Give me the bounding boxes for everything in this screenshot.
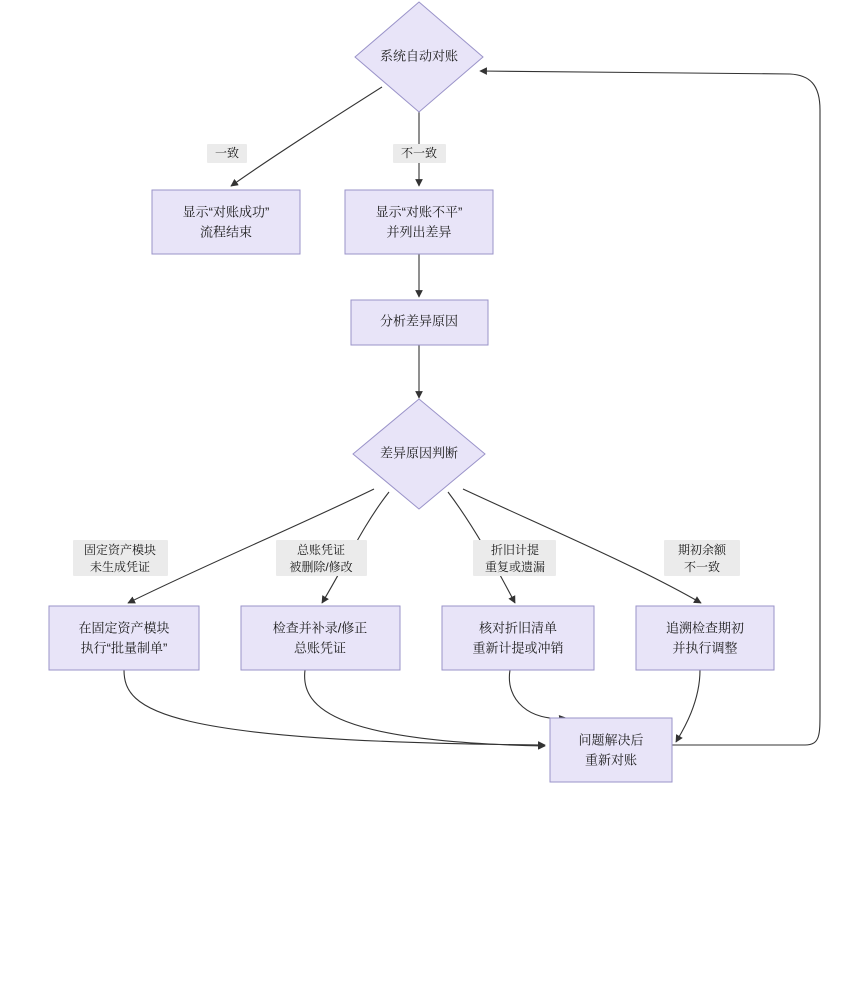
edge-label-text: 不一致 xyxy=(683,560,721,575)
edge-label-yizhi xyxy=(207,144,247,163)
node-difference-cause-decision[interactable] xyxy=(353,399,485,509)
edge-label-buyizhi xyxy=(393,144,446,163)
node-system-auto-reconcile[interactable] xyxy=(355,2,483,112)
nodes xyxy=(49,2,774,782)
node-verify-depreciation-list[interactable] xyxy=(442,606,594,670)
edge-label-fixed-asset-no-voucher xyxy=(73,540,168,576)
node-label: 执行“批量制单” xyxy=(80,640,168,656)
node-label: 追溯检查期初 xyxy=(665,620,745,636)
node-trace-opening-balance[interactable] xyxy=(636,606,774,670)
node-analyze-difference-cause[interactable] xyxy=(351,300,488,345)
node-label: 系统自动对账 xyxy=(379,48,459,64)
edge-label-text: 重复或遗漏 xyxy=(484,560,546,575)
edge-label-text: 不一致 xyxy=(400,146,438,161)
edge-n6-n10 xyxy=(124,670,545,745)
node-label: 差异原因判断 xyxy=(379,445,459,461)
node-batch-voucher-in-fixed-asset[interactable] xyxy=(49,606,199,670)
node-re-reconcile-after-fix[interactable] xyxy=(550,718,672,782)
edge-label-text: 期初余额 xyxy=(677,543,727,558)
edge-n9-n10 xyxy=(676,670,700,742)
node-label: 显示“对账不平” xyxy=(375,204,463,220)
edge-label-text: 固定资产模块 xyxy=(83,543,157,558)
node-check-fix-gl-voucher[interactable] xyxy=(241,606,400,670)
node-reconcile-success[interactable] xyxy=(152,190,300,254)
node-label: 总账凭证 xyxy=(293,640,347,656)
node-label: 问题解决后 xyxy=(578,732,644,748)
edge-label-text: 折旧计提 xyxy=(490,543,540,558)
node-reconcile-imbalance[interactable] xyxy=(345,190,493,254)
node-label: 分析差异原因 xyxy=(379,313,459,329)
edge-n8-n10 xyxy=(509,670,566,718)
edge-label-text: 未生成凭证 xyxy=(89,560,151,575)
edge-label-text: 一致 xyxy=(214,146,240,161)
edge-label-opening-balance-mismatch xyxy=(664,540,740,576)
edge-label-text: 被删除/修改 xyxy=(289,560,353,575)
node-label: 并列出差异 xyxy=(386,224,452,240)
edge-label-gl-voucher-modified xyxy=(276,540,367,576)
node-label: 显示“对账成功” xyxy=(182,204,270,220)
edge-n1-n2 xyxy=(231,87,382,186)
node-label: 流程结束 xyxy=(199,224,253,240)
node-label: 检查并补录/修正 xyxy=(272,620,368,636)
node-label: 重新计提或冲销 xyxy=(472,640,564,656)
node-label: 重新对账 xyxy=(584,752,638,768)
node-label: 在固定资产模块 xyxy=(78,620,170,636)
node-label: 核对折旧清单 xyxy=(478,620,558,636)
edge-label-text: 总账凭证 xyxy=(296,543,346,558)
edge-label-depreciation-dup-or-missing xyxy=(473,540,556,576)
node-label: 并执行调整 xyxy=(672,640,738,656)
